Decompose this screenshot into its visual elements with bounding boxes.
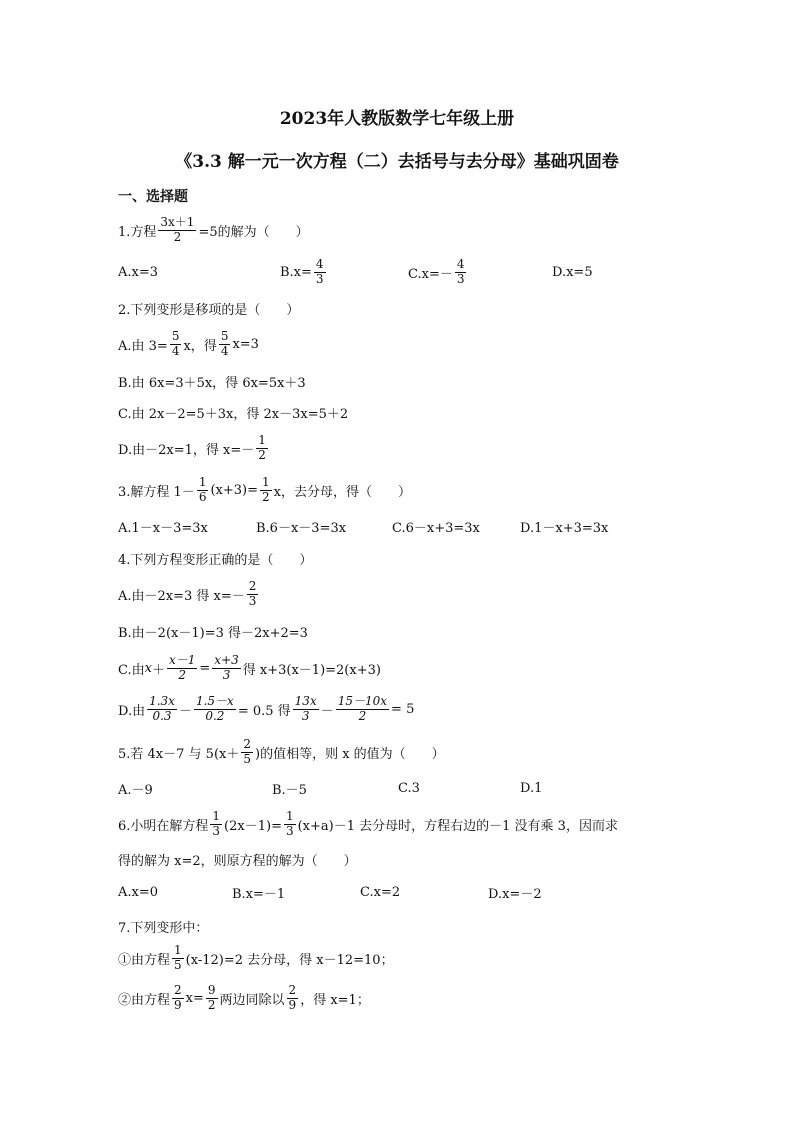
question-2-option-c: C.由 2x－2=5＋3x，得 2x－3x=5＋2: [118, 406, 349, 422]
fraction: [284, 810, 296, 839]
question-4-option-c: C.由 x ＋ $\frac{x-1}{2}$ = $\frac{x+3}{3}$ 得 x+3(x－1)=2(x+3): [118, 652, 381, 682]
question-5-option-a: A.－9: [118, 782, 153, 798]
document-subtitle: 《3.3 解一元一次方程（二）去括号与去分母》基础巩固卷: [175, 152, 619, 172]
fraction: [293, 695, 319, 724]
question-1-option-c: C.x=－ $\frac{4}{3}$: [408, 256, 465, 286]
question-3-option-b: B.6－x－3=3x: [256, 520, 347, 536]
document-title: 2023年人教版数学七年级上册: [279, 109, 515, 129]
question-2-stem: 2.下列变形是移项的是（ ）: [118, 302, 300, 318]
fraction: [260, 476, 272, 505]
fraction: [314, 258, 326, 287]
numerator: 1: [198, 474, 207, 489]
denominator: 9: [174, 997, 182, 1012]
question-1-option-b: B.x= $\frac{4}{3}$: [280, 256, 324, 286]
question-5-stem: 5.若 4x－7 与 5(x＋ $\frac{2}{5}$ )的值相等，则 x 的值为（ ）: [118, 736, 445, 766]
denominator: 5: [243, 751, 251, 766]
numerator: x+3: [214, 652, 239, 667]
question-2-option-d: D.由－2x=1，得 x=－ $\frac{1}{2}$: [118, 432, 266, 462]
question-6-option-a: A.x=0: [118, 884, 159, 900]
fraction: [172, 944, 184, 973]
denominator: 3: [456, 271, 465, 286]
question-3-option-d: D.1－x+3=3x: [520, 520, 609, 536]
numerator: 1.5－x: [195, 693, 234, 708]
question-1-stem: 1.方程 $\frac{3x+1}{2}$ =5的解为（ ）: [118, 214, 309, 244]
question-4-option-b: B.由－2(x－1)=3 得－2x+2=3: [118, 625, 308, 641]
question-5-option-b: B.－5: [272, 782, 307, 798]
fraction: [206, 984, 218, 1013]
denominator: 3: [222, 667, 231, 682]
question-7-statement-2: ②由方程 $\frac{2}{9}$ x= $\frac{9}{2}$ 两边同除以 $\frac{2}{9}$ ，得 x=1；: [118, 982, 370, 1012]
denominator: 2: [261, 489, 270, 504]
fraction: [147, 695, 177, 724]
denominator: 2: [207, 997, 216, 1012]
question-6-stem-line2: 得的解为 x=2，则原方程的解为（ ）: [118, 853, 357, 869]
numerator: 1: [212, 808, 221, 823]
fraction: [210, 810, 222, 839]
question-4-option-d: D.由 $\frac{1.3x}{0.3}$ － $\frac{1.5-x}{0.2}$ = 0.5 得 $\frac{13x}{3}$ － $\frac{15-10x}{2}$ = 5: [118, 693, 415, 723]
fraction: [241, 738, 253, 767]
numerator: 1: [261, 474, 270, 489]
question-5-option-d: D.1: [520, 780, 543, 796]
question-6-option-c: C.x=2: [360, 884, 401, 900]
question-3-stem: 3.解方程 1－ $\frac{1}{6}$ (x+3)= $\frac{1}{2}$ x，去分母，得（ ）: [118, 474, 411, 504]
fraction: [287, 984, 299, 1013]
numerator: 13x: [294, 693, 317, 708]
question-1-option-d: D.x=5: [552, 264, 593, 280]
numerator: 2: [243, 736, 251, 751]
numerator: 1.3x: [149, 693, 175, 708]
numerator: 4: [315, 256, 324, 271]
question-7-statement-1: ①由方程 $\frac{1}{5}$ (x-12)=2 去分母，得 x－12=10；: [118, 942, 394, 972]
numerator: 1: [174, 942, 182, 957]
fraction: [256, 434, 268, 463]
numerator: 5: [171, 328, 180, 343]
question-6-option-d: D.x=－2: [488, 886, 542, 902]
fraction: [158, 216, 196, 245]
fraction: [212, 654, 240, 683]
denominator: 3: [212, 823, 221, 838]
numerator: 3x＋1: [160, 214, 195, 229]
question-3-option-c: C.6－x+3=3x: [392, 520, 480, 536]
question-4-stem: 4.下列方程变形正确的是（ ）: [118, 552, 313, 568]
denominator: 2: [358, 708, 367, 723]
numerator: 1: [285, 808, 294, 823]
denominator: 3: [315, 271, 324, 286]
numerator: 5: [220, 328, 229, 343]
question-6-stem: 6.小明在解方程 $\frac{1}{3}$ (2x－1)= $\frac{1}{3}$ (x+a)－1 去分母时，方程右边的－1 没有乘 3，因而求: [118, 808, 618, 838]
fraction: [170, 330, 182, 359]
question-4-option-a: A.由－2x=3 得 x=－ $\frac{2}{3}$: [118, 578, 257, 608]
section-heading: 一、选择题: [118, 189, 188, 205]
denominator: 5: [174, 957, 182, 972]
numerator: 9: [207, 982, 216, 997]
fraction: [455, 258, 467, 287]
question-6-option-b: B.x=－1: [232, 886, 286, 902]
denominator: 2: [258, 447, 266, 462]
denominator: 2: [178, 667, 186, 682]
fraction: [336, 695, 389, 724]
question-2-option-b: B.由 6x=3＋5x，得 6x=5x＋3: [118, 375, 306, 391]
fraction: [172, 984, 184, 1013]
fraction: [194, 695, 236, 724]
fraction: [167, 654, 197, 683]
question-7-stem: 7.下列变形中：: [118, 920, 209, 936]
question-1-option-a: A.x=3: [118, 264, 159, 280]
denominator: 3: [301, 708, 310, 723]
denominator: 0.2: [205, 708, 225, 723]
numerator: 2: [248, 578, 257, 593]
denominator: 6: [198, 489, 207, 504]
denominator: 4: [220, 343, 229, 358]
question-3-option-a: A.1－x－3=3x: [118, 520, 208, 536]
numerator: 2: [288, 982, 297, 997]
denominator: 3: [248, 593, 257, 608]
numerator: 2: [174, 982, 182, 997]
numerator: 1: [258, 432, 266, 447]
fraction: [197, 476, 209, 505]
fraction: [219, 330, 231, 359]
numerator: 15－10x: [337, 693, 388, 708]
denominator: 9: [288, 997, 297, 1012]
fraction: [247, 580, 259, 609]
denominator: 4: [171, 343, 180, 358]
numerator: x－1: [168, 652, 196, 667]
numerator: 4: [456, 256, 465, 271]
denominator: 0.3: [152, 708, 172, 723]
denominator: 2: [173, 229, 182, 244]
denominator: 3: [285, 823, 294, 838]
question-5-option-c: C.3: [398, 780, 420, 796]
question-2-option-a: A.由 3= $\frac{5}{4}$ x，得 $\frac{5}{4}$ x=3: [118, 328, 259, 358]
